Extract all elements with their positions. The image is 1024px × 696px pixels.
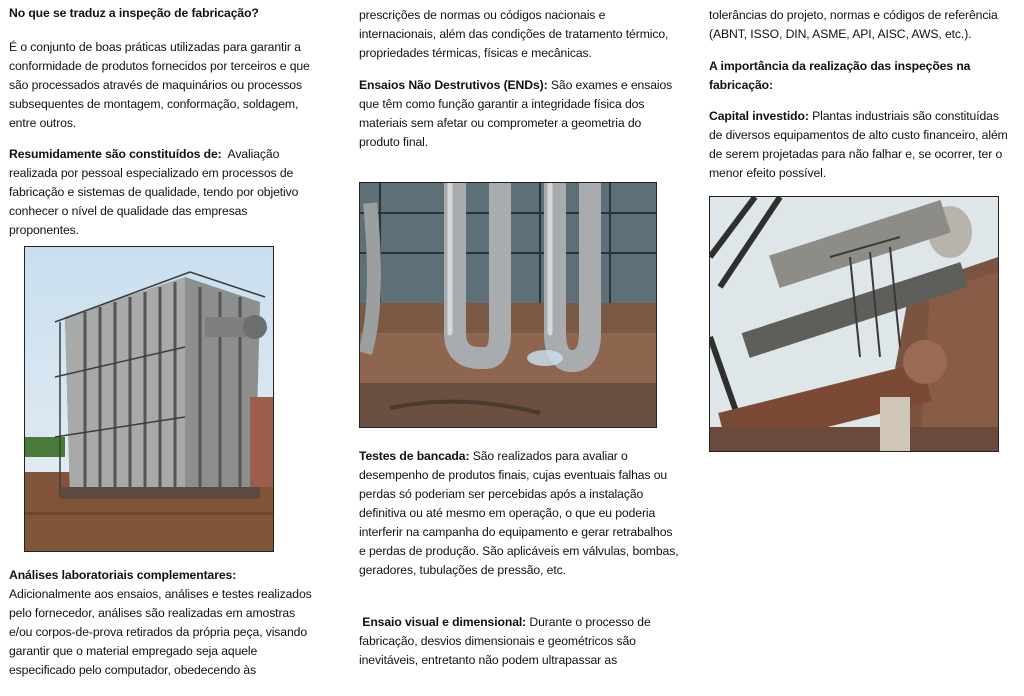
lab-text: Adicionalmente aos ensaios, análises e testes realizados pelo fornecedor, análises são realizadas em amostras e/ou corpos-de-prova retirados da própria peça, visando garantir que o material empregado seja aquele especificado pelo computador, obedecendo às xyxy=(9,587,312,677)
steam-drum-photo xyxy=(709,196,999,452)
lab-analysis-paragraph xyxy=(9,566,317,680)
visual-label: Ensaio visual e dimensional: xyxy=(362,615,527,629)
intro-paragraph: É o conjunto de boas práticas utilizadas para garantir a conformidade de produtos fornecidos por terceiros e que são processados através de maquinários ou processos subsequentes de montagem, conformação, soldagem, entre outros. xyxy=(9,40,310,130)
summary-text: Avaliação realizada por pessoal especializado em processos de fabricação e sistemas de qualidade, tendo por objetivo conhecer o nível de qualidade das empresas proponentes. xyxy=(9,147,299,237)
capital-text: Plantas industriais são constituídas de diversos equipamentos de alto custo financeiro, além de serem projetadas para não falhar e, se ocorrer, ter o menor efeito possível. xyxy=(709,109,1008,180)
tolerances-continuation: tolerâncias do projeto, normas e códigos de referência (ABNT, ISSO, DIN, ASME, API, AISC, AWS, etc.). xyxy=(709,8,998,41)
heading-what-is-inspection: No que se traduz a inspeção de fabricação? xyxy=(9,6,259,20)
ndt-text: São exames e ensaios que têm como função garantir a integridade física dos materiais sem afetar ou comprometer a geometria do produto final. xyxy=(359,78,673,149)
visual-inspection-paragraph xyxy=(359,613,679,670)
visual-text: Durante o processo de fabricação, desvios dimensionais e geométricos são inevitáveis, entretanto não podem ultrapassar as xyxy=(359,615,651,667)
bench-test-paragraph xyxy=(359,447,679,580)
bench-text: São realizados para avaliar o desempenho de produtos finais, cujas eventuais falhas ou perdas só poderiam ser percebidas após a instalação definitiva ou até mesmo em operação, o que eu poderia interferir na campanha do equipamento e gerar retrabalhos e perdas de produção. São aplicáveis em válvulas, bombas, geradores, tubulações de pressão, etc. xyxy=(359,449,679,577)
summary-paragraph xyxy=(9,145,309,240)
capital-paragraph xyxy=(709,107,1014,183)
capital-label: Capital investido: xyxy=(709,109,809,123)
importance-heading: A importância da realização das inspeções na fabricação: xyxy=(709,59,971,92)
lab-label: Análises laboratoriais complementares: xyxy=(9,568,237,582)
ndt-label: Ensaios Não Destrutivos (ENDs): xyxy=(359,78,548,92)
ndt-paragraph xyxy=(359,76,679,152)
boiler-structure-photo xyxy=(24,246,274,552)
bent-pipes-photo xyxy=(359,182,657,428)
norms-continuation: prescrições de normas ou códigos nacionais e internacionais, além das condições de tratamento térmico, propriedades térmicas, físicas e mecânicas. xyxy=(359,8,669,60)
bench-label: Testes de bancada: xyxy=(359,449,470,463)
summary-label: Resumidamente são constituídos de: xyxy=(9,147,222,161)
